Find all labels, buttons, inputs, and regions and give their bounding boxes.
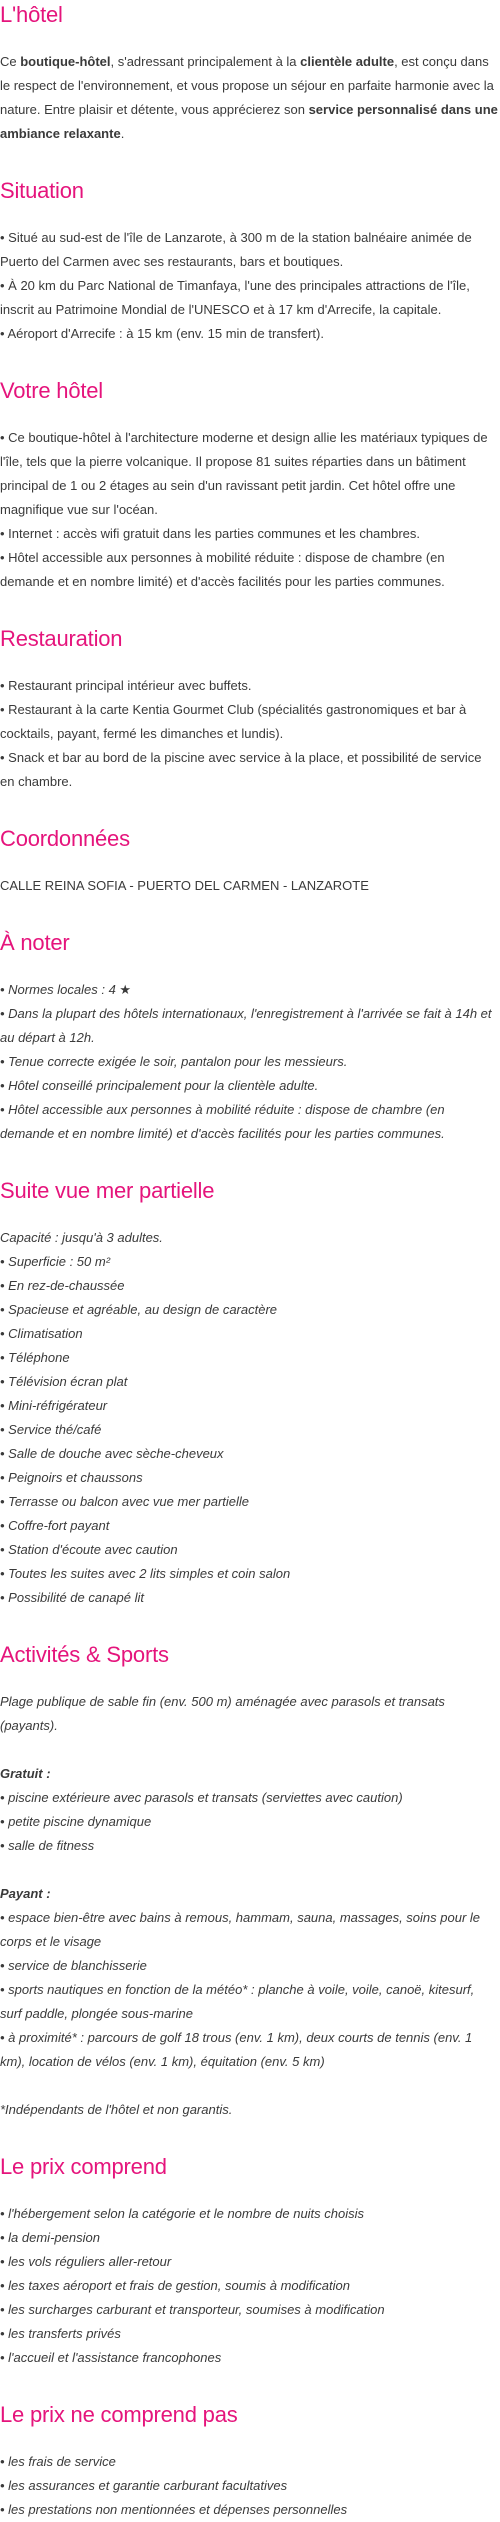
votre-hotel-list xyxy=(0,426,498,594)
list-item: • Spacieuse et agréable, au design de caractère xyxy=(0,1302,278,1317)
activites-note: *Indépendants de l'hôtel et non garantis. xyxy=(0,2102,233,2117)
list-item: • À 20 km du Parc National de Timanfaya, l'une des principales attractions de l'île, inscrit au Patrimoine Mondial de l'UNESCO et à 17 km d'Arrecife, la capitale. xyxy=(0,278,470,317)
section-situation xyxy=(0,176,498,346)
list-item: • Dans la plupart des hôtels internationaux, l'enregistrement à l'arrivée se fait à 14h et au départ à 12h. xyxy=(0,1006,492,1045)
section-a-noter xyxy=(0,928,498,1146)
hotel-text-1: Ce xyxy=(0,54,21,69)
activites-intro: Plage publique de sable fin (env. 500 m) aménagée avec parasols et transats (payants). xyxy=(0,1694,445,1733)
section-votre-hotel xyxy=(0,376,498,594)
a-noter-list xyxy=(0,978,498,1146)
list-item: • Hôtel accessible aux personnes à mobilité réduite : dispose de chambre (en demande et en nombre limité) et d'accès facilités pour les parties communes. xyxy=(0,1102,445,1141)
list-item: • Superficie : 50 m² xyxy=(0,1254,111,1269)
list-item: • Hôtel conseillé principalement pour la clientèle adulte. xyxy=(0,1078,319,1093)
hotel-address: CALLE REINA SOFIA - PUERTO DEL CARMEN - LANZAROTE xyxy=(0,878,369,893)
list-item: • la demi-pension xyxy=(0,2230,100,2245)
list-item: • Snack et bar au bord de la piscine avec service à la place, et possibilité de service en chambre. xyxy=(0,750,482,789)
section-title-coordonnees: Coordonnées xyxy=(0,826,130,851)
section-title-suite: Suite vue mer partielle xyxy=(0,1178,215,1203)
list-item: • Restaurant à la carte Kentia Gourmet Club (spécialités gastronomiques et bar à cocktails, payant, fermé les dimanches et lundis). xyxy=(0,702,467,741)
list-item: • à proximité* : parcours de golf 18 trous (env. 1 km), deux courts de tennis (env. 1 km), location de vélos (env. 1 km), équitation (env. 5 km) xyxy=(0,2030,473,2069)
hotel-text-4: . xyxy=(120,126,125,141)
list-item: • Ce boutique-hôtel à l'architecture moderne et design allie les matériaux typiques de l'île, tels que la pierre volcanique. Il propose 81 suites réparties dans un bâtiment principal de 1 ou 2 étages au sein d'un ravissant petit jardin. Cet hôtel offre une magnifique vue sur l'océan. xyxy=(0,430,488,517)
list-item: • les transferts privés xyxy=(0,2326,121,2341)
hotel-bold-3: service personnalisé dans une ambiance relaxante xyxy=(0,102,498,141)
list-item: • Normes locales : 4 ★ xyxy=(0,982,132,997)
list-item: • Service thé/café xyxy=(0,1422,102,1437)
section-title-prix-ne-comprend: Le prix ne comprend pas xyxy=(0,2402,238,2427)
section-title-restauration: Restauration xyxy=(0,626,123,651)
section-title-prix-comprend: Le prix comprend xyxy=(0,2154,167,2179)
list-item: • l'accueil et l'assistance francophones xyxy=(0,2350,222,2365)
list-item: • Terrasse ou balcon avec vue mer partielle xyxy=(0,1494,250,1509)
section-restauration xyxy=(0,624,498,794)
list-item: • Situé au sud-est de l'île de Lanzarote, à 300 m de la station balnéaire animée de Puerto del Carmen avec ses restaurants, bars et boutiques. xyxy=(0,230,472,269)
list-item: • En rez-de-chaussée xyxy=(0,1278,125,1293)
list-item: • Peignoirs et chaussons xyxy=(0,1470,143,1485)
section-title-votre-hotel: Votre hôtel xyxy=(0,378,103,403)
list-item: • salle de fitness xyxy=(0,1838,95,1853)
section-coordonnees xyxy=(0,824,498,898)
gratuit-label: Gratuit : xyxy=(0,1766,51,1781)
list-item: • les assurances et garantie carburant facultatives xyxy=(0,2478,288,2493)
list-item: • les vols réguliers aller-retour xyxy=(0,2254,172,2269)
section-suite xyxy=(0,1176,498,1610)
list-item: • Salle de douche avec sèche-cheveux xyxy=(0,1446,224,1461)
list-item: • Aéroport d'Arrecife : à 15 km (env. 15 min de transfert). xyxy=(0,326,324,341)
list-item: • Toutes les suites avec 2 lits simples et coin salon xyxy=(0,1566,291,1581)
list-item: • service de blanchisserie xyxy=(0,1958,147,1973)
hotel-bold-1: boutique-hôtel xyxy=(20,54,111,69)
list-item: • les taxes aéroport et frais de gestion, soumis à modification xyxy=(0,2278,350,2293)
payant-label: Payant : xyxy=(0,1886,51,1901)
list-item: • sports nautiques en fonction de la météo* : planche à voile, voile, canoë, kitesurf, surf paddle, plongée sous-marine xyxy=(0,1982,475,2021)
hotel-text-2: , s'adressant principalement à la xyxy=(110,54,301,69)
section-hotel xyxy=(0,0,498,146)
list-item: • Télévision écran plat xyxy=(0,1374,128,1389)
list-item: • Internet : accès wifi gratuit dans les parties communes et les chambres. xyxy=(0,526,421,541)
list-item: • les prestations non mentionnées et dépenses personnelles xyxy=(0,2502,348,2517)
section-prix-ne-comprend xyxy=(0,2400,498,2522)
list-item: • Téléphone xyxy=(0,1350,70,1365)
hotel-text-3: , est conçu dans le respect de l'environnement, et vous propose un séjour en parfaite harmonie avec la nature. Entre plaisir et détente, vous apprécierez son xyxy=(0,54,494,117)
section-title-situation: Situation xyxy=(0,178,84,203)
list-item: • Hôtel accessible aux personnes à mobilité réduite : dispose de chambre (en demande et en nombre limité) et d'accès facilités pour les parties communes. xyxy=(0,550,445,589)
prix-ne-comprend-list xyxy=(0,2450,498,2522)
suite-list xyxy=(0,1226,498,1610)
activites-content xyxy=(0,1690,498,2122)
list-item: • les surcharges carburant et transporteur, soumises à modification xyxy=(0,2302,385,2317)
list-item: • espace bien-être avec bains à remous, hammam, sauna, massages, soins pour le corps et le visage xyxy=(0,1910,481,1949)
hotel-description xyxy=(0,50,498,146)
restauration-list xyxy=(0,674,498,794)
situation-list xyxy=(0,226,498,346)
list-item: • l'hébergement selon la catégorie et le nombre de nuits choisis xyxy=(0,2206,365,2221)
list-item: • les frais de service xyxy=(0,2454,116,2469)
section-title-hotel: L'hôtel xyxy=(0,2,63,27)
list-item: Capacité : jusqu'à 3 adultes. xyxy=(0,1230,163,1245)
section-prix-comprend xyxy=(0,2152,498,2370)
section-title-a-noter: À noter xyxy=(0,930,70,955)
list-item: • Tenue correcte exigée le soir, pantalon pour les messieurs. xyxy=(0,1054,348,1069)
list-item: • Climatisation xyxy=(0,1326,83,1341)
list-item: • Mini-réfrigérateur xyxy=(0,1398,108,1413)
list-item: • piscine extérieure avec parasols et transats (serviettes avec caution) xyxy=(0,1790,403,1805)
section-activites xyxy=(0,1640,498,2122)
list-item: • Restaurant principal intérieur avec buffets. xyxy=(0,678,252,693)
section-title-activites: Activités & Sports xyxy=(0,1642,169,1667)
prix-comprend-list xyxy=(0,2202,498,2370)
hotel-bold-2: clientèle adulte xyxy=(300,54,395,69)
list-item: • Coffre-fort payant xyxy=(0,1518,110,1533)
list-item: • Possibilité de canapé lit xyxy=(0,1590,145,1605)
list-item: • Station d'écoute avec caution xyxy=(0,1542,178,1557)
list-item: • petite piscine dynamique xyxy=(0,1814,152,1829)
